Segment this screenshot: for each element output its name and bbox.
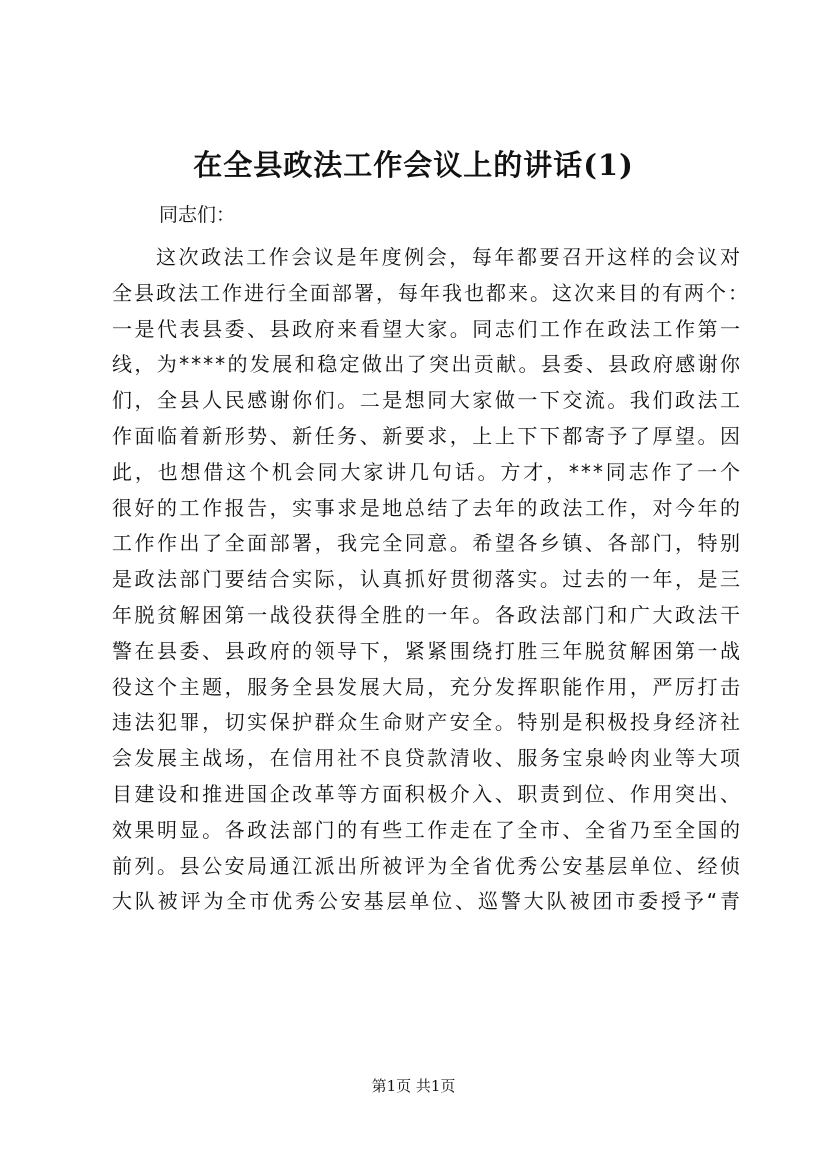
body-line: 是政法部门要结合实际，认真抓好贯彻落实。过去的一年，是三 (112, 567, 742, 592)
body-line: 线，为****的发展和稳定做出了突出贡献。县委、县政府感谢你 (112, 352, 742, 377)
body-line: 这次政法工作会议是年度例会，每年都要召开这样的会议对 (156, 245, 742, 269)
body-line: 前列。县公安局通江派出所被评为全省优秀公安基层单位、经侦 (112, 853, 742, 878)
body-line: 警在县委、县政府的领导下，紧紧围绕打胜三年脱贫解困第一战 (112, 638, 742, 663)
body-line: 役这个主题，服务全县发展大局，充分发挥职能作用，严厉打击 (112, 674, 742, 699)
body-line: 此，也想借这个机会同大家讲几句话。方才，***同志作了一个 (112, 459, 742, 484)
body-line: 全县政法工作进行全面部署，每年我也都来。这次来目的有两个： (112, 280, 750, 305)
body-line: 工作作出了全面部署，我完全同意。希望各乡镇、各部门，特别 (112, 531, 742, 556)
body-line: 效果明显。各政法部门的有些工作走在了全市、全省乃至全国的 (112, 817, 742, 842)
salutation: 同志们： (159, 204, 236, 226)
body-line: 作面临着新形势、新任务、新要求，上上下下都寄予了厚望。因 (112, 423, 742, 448)
body-line: 很好的工作报告，实事求是地总结了去年的政法工作，对今年的 (112, 495, 742, 520)
document-title: 在全县政法工作会议上的讲话(1) (193, 148, 634, 182)
body-line: 目建设和推进国企改革等方面积极介入、职责到位、作用突出、 (112, 781, 742, 806)
body-line: 违法犯罪，切实保护群众生命财产安全。特别是积极投身经济社 (112, 710, 742, 735)
page-footer: 第1页 共1页 (371, 1077, 456, 1095)
body-line: 一是代表县委、县政府来看望大家。同志们工作在政法工作第一 (112, 316, 742, 341)
body-line: 年脱贫解困第一战役获得全胜的一年。各政法部门和广大政法干 (112, 602, 742, 627)
body-paragraph (112, 240, 750, 920)
body-line: 会发展主战场，在信用社不良贷款清收、服务宝泉岭肉业等大项 (112, 746, 742, 771)
body-line: 大队被评为全市优秀公安基层单位、巡警大队被团市委授予“青 (112, 889, 742, 914)
body-line: 们，全县人民感谢你们。二是想同大家做一下交流。我们政法工 (112, 388, 742, 413)
